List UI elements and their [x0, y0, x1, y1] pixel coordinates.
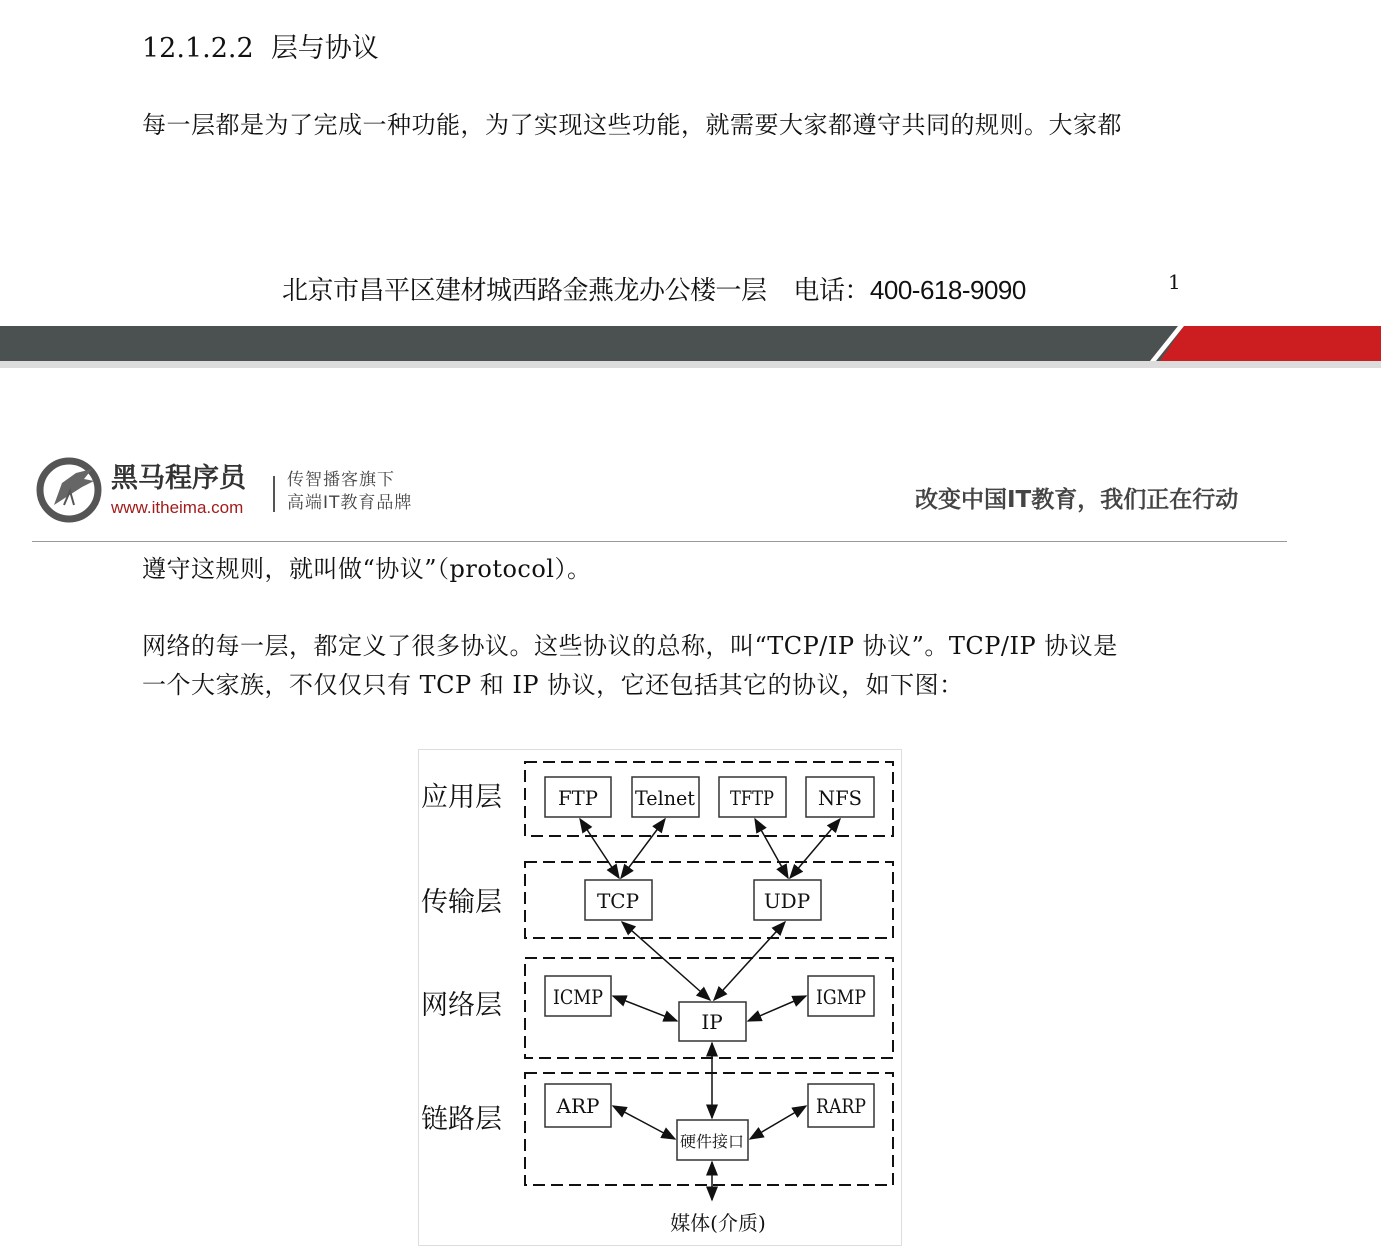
arrow-telnet-tcp — [621, 819, 665, 878]
arrow-rarp-hardware — [750, 1106, 806, 1139]
footer-phone: 电话：400-618-9090 — [793, 275, 1026, 305]
paragraph-3-line-1: 网络的每一层，都定义了很多协议。这些协议的总称，叫“TCP/IP 协议”。TCP/IP 协议是 — [142, 632, 1118, 660]
arrow-tcp-ip — [622, 922, 710, 1000]
arrow-udp-ip — [714, 922, 785, 1000]
arrow-icmp-ip — [613, 996, 677, 1021]
arrow-igmp-ip — [748, 996, 806, 1021]
label-tftp: TFTP — [730, 786, 774, 810]
logo-url[interactable]: www.itheima.com — [111, 498, 244, 517]
label-telnet: Telnet — [635, 786, 695, 810]
layer-label-network: 网络层 — [421, 990, 502, 1021]
label-rarp: RARP — [816, 1094, 866, 1118]
label-arp: ARP — [556, 1094, 600, 1118]
label-igmp: IGMP — [816, 985, 866, 1009]
header-slogan: 改变中国IT教育，我们正在行动 — [915, 487, 1239, 513]
label-media: 媒体(介质) — [670, 1211, 766, 1235]
logo-subtitle-2: 高端IT教育品牌 — [287, 493, 413, 513]
label-nfs: NFS — [818, 786, 862, 810]
logo-title: 黑马程序员 — [111, 463, 246, 494]
footer-address: 北京市昌平区建材城西路金燕龙办公楼一层 — [282, 275, 767, 305]
paragraph-2: 遵守这规则，就叫做“协议”（protocol）。 — [142, 555, 592, 583]
label-ftp: FTP — [558, 786, 598, 810]
layer-label-transport: 传输层 — [421, 887, 502, 918]
paragraph-3-line-2: 一个大家族，不仅仅只有 TCP 和 IP 协议，它还包括其它的协议，如下图： — [142, 671, 964, 699]
arrow-arp-hardware — [613, 1106, 675, 1139]
heading-title: 层与协议 — [270, 33, 379, 64]
label-ip: IP — [701, 1010, 723, 1034]
arrow-ftp-tcp — [580, 819, 619, 878]
label-hardware-interface: 硬件接口 — [679, 1132, 745, 1151]
layer-box-transport — [525, 862, 893, 938]
label-icmp: ICMP — [553, 985, 603, 1009]
page-number: 1 — [1168, 270, 1181, 294]
arrow-tftp-udp — [755, 819, 788, 878]
logo-subtitle-1: 传智播客旗下 — [287, 470, 395, 490]
heading-number: 12.1.2.2 — [142, 33, 254, 64]
label-udp: UDP — [763, 889, 811, 913]
layer-label-link: 链路层 — [421, 1104, 502, 1135]
layer-label-application: 应用层 — [421, 782, 502, 813]
arrow-nfs-udp — [790, 819, 840, 878]
label-tcp: TCP — [596, 889, 640, 913]
paragraph-1: 每一层都是为了完成一种功能，为了实现这些功能，就需要大家都遵守共同的规则。大家都 — [142, 111, 1122, 139]
